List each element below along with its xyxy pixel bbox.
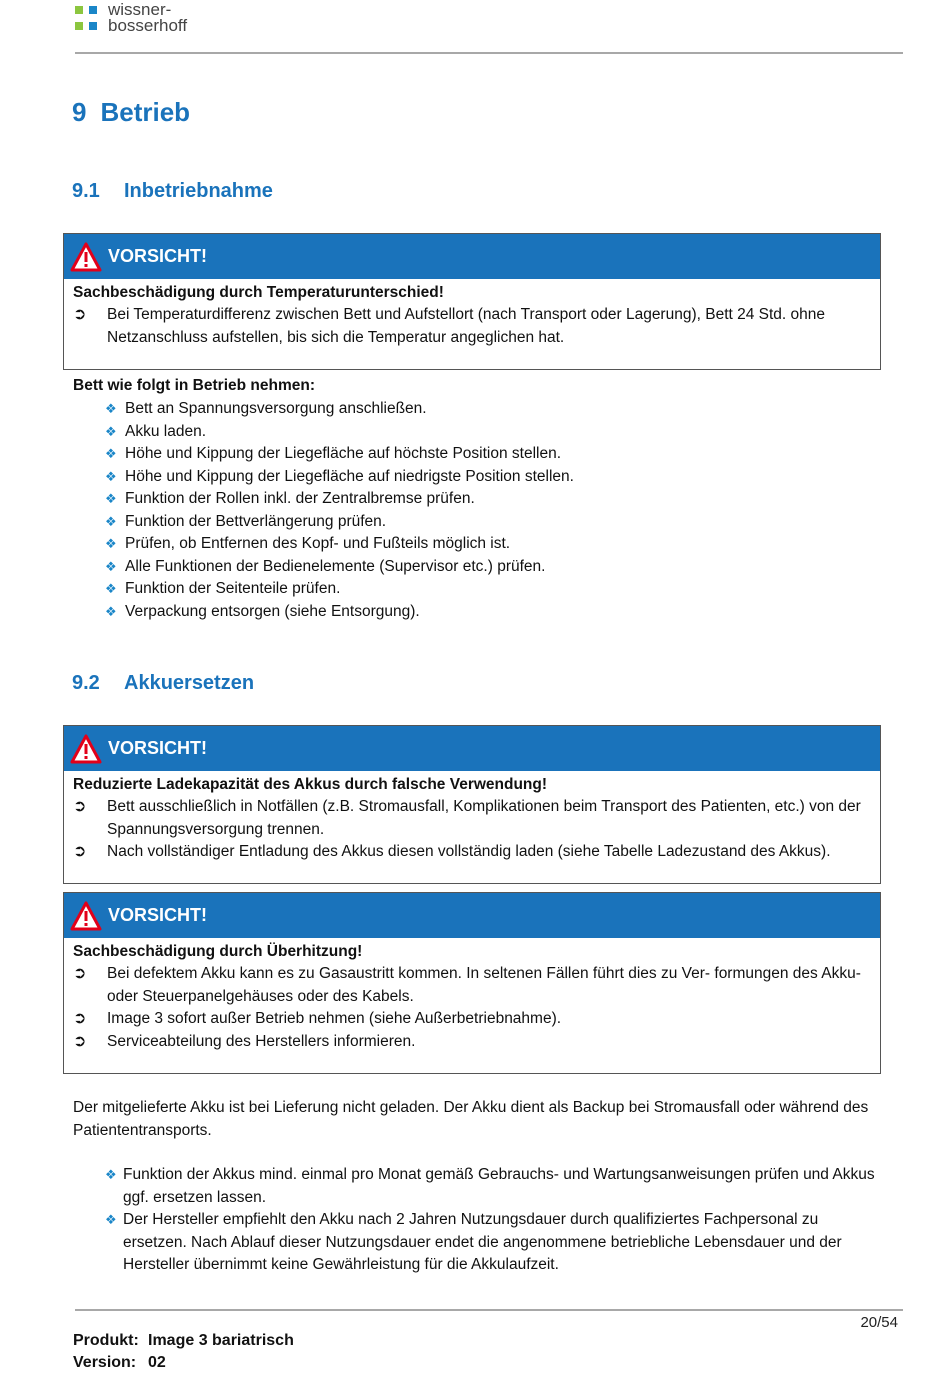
list-item-text: Höhe und Kippung der Liegefläche auf niedrigste Position stellen. (125, 467, 574, 485)
warning-box-overheating (63, 892, 881, 1074)
diamond-bullet-icon: ❖ (105, 603, 117, 619)
list-item (105, 511, 574, 534)
chapter-number: 9 (72, 97, 87, 127)
page-number: 20/54 (860, 1314, 898, 1331)
diamond-bullet-icon: ❖ (105, 513, 117, 529)
logo-blue-square-icon (89, 6, 97, 14)
warning-instruction-text: Nach vollständiger Entladung des Akkus diesen vollständig laden (siehe Tabelle Ladezustand des Akkus). (107, 843, 831, 860)
diamond-bullet-icon: ❖ (105, 581, 117, 596)
section-number: 9.2 (72, 672, 100, 694)
arrow-right-icon: ➲ (73, 1032, 87, 1050)
logo-blue-square-icon (89, 22, 97, 30)
arrow-right-icon: ➲ (73, 1010, 87, 1027)
list-item (105, 421, 574, 444)
warning-instruction-text: Image 3 sofort außer Betrieb nehmen (siehe Außerbetriebnahme). (107, 1010, 562, 1027)
logo-green-square-icon (75, 6, 83, 14)
warning-box-temperature (63, 233, 881, 370)
list-item-text: Funktion der Akkus mind. einmal pro Monat gemäß Gebrauchs- und Wartungsanweisungen prüfen und Akkus ggf. ersetzen lassen. (123, 1166, 875, 1206)
warning-subtitle: Sachbeschädigung durch Temperaturunterschied! (73, 284, 444, 301)
list-item (105, 1164, 875, 1209)
list-item (105, 556, 574, 579)
warning-instruction-text: Bei Temperaturdifferenz zwischen Bett und Aufstellort (nach Transport oder Lagerung), Bett 24 Std. ohne Netzanschluss aufstellen, bis sich die Temperatur angeglichen hat. (107, 306, 826, 346)
warning-triangle-icon (70, 734, 102, 764)
list-item (105, 443, 574, 466)
arrow-right-icon: ➲ (73, 798, 87, 815)
warning-label: VORSICHT! (108, 738, 207, 758)
header-divider (75, 52, 903, 54)
battery-bullets-list (105, 1164, 875, 1277)
diamond-bullet-icon: ❖ (105, 1212, 117, 1227)
section-title: Akkuersetzen (124, 672, 255, 694)
list-item-text: Bett an Spannungsversorgung anschließen. (125, 400, 427, 417)
list-item-text: Funktion der Rollen inkl. der Zentralbremse prüfen. (125, 490, 475, 507)
warning-header (64, 893, 880, 938)
arrow-right-icon: ➲ (73, 965, 87, 982)
list-item-text: Der Hersteller empfiehlt den Akku nach 2 Jahren Nutzungsdauer durch qualifiziertes Fachpersonal zu ersetzen. Nach Ablauf dieser Nutzungsdauer endet die angenommene betriebliche Lebensdauer und der Hersteller übernimmt keine Gewährleistung für die Akkulaufzeit. (123, 1211, 842, 1273)
diamond-bullet-icon: ❖ (105, 468, 117, 484)
warning-subtitle: Sachbeschädigung durch Überhitzung! (73, 943, 363, 960)
list-item (105, 466, 574, 489)
warning-box-charge-capacity (63, 725, 881, 884)
diamond-bullet-icon: ❖ (105, 1167, 117, 1182)
list-item-text: Akku laden. (125, 422, 206, 440)
section-number: 9.1 (72, 180, 100, 202)
list-item (105, 578, 574, 601)
warning-label: VORSICHT! (108, 246, 207, 266)
warning-subtitle: Reduzierte Ladekapazität des Akkus durch falsche Verwendung! (73, 776, 548, 793)
footer-product (73, 1332, 294, 1350)
warning-header (64, 726, 880, 771)
list-item (105, 398, 574, 421)
section-heading-inbetriebnahme (72, 180, 273, 203)
footer-product-label: Produkt: (73, 1332, 139, 1349)
warning-instruction (73, 1031, 871, 1054)
footer-divider (75, 1309, 903, 1311)
diamond-bullet-icon: ❖ (105, 558, 117, 574)
diamond-bullet-icon: ❖ (105, 423, 117, 439)
logo-green-square-icon (75, 22, 83, 30)
list-item-text: Alle Funktionen der Bedienelemente (Supervisor etc.) prüfen. (125, 557, 546, 575)
warning-instruction-text: Serviceabteilung des Herstellers informieren. (107, 1032, 416, 1050)
section-heading-akkuersetzen (72, 672, 254, 695)
diamond-bullet-icon: ❖ (105, 446, 117, 461)
warning-triangle-icon (70, 901, 102, 931)
logo-text-line1: wissner- (108, 0, 172, 19)
warning-instruction (73, 304, 871, 349)
list-item-text: Verpackung entsorgen (siehe Entsorgung). (125, 602, 420, 620)
arrow-right-icon: ➲ (73, 843, 87, 860)
section-title: Inbetriebnahme (124, 180, 273, 202)
warning-instruction (73, 963, 871, 1008)
list-item-text: Prüfen, ob Entfernen des Kopf- und Fußteils möglich ist. (125, 535, 511, 552)
list-item (105, 1209, 875, 1277)
warning-label: VORSICHT! (108, 905, 207, 925)
list-item (105, 601, 574, 624)
diamond-bullet-icon: ❖ (105, 491, 117, 506)
battery-info-paragraph: Der mitgelieferte Akku ist bei Lieferung nicht geladen. Der Akku dient als Backup bei Stromausfall oder während des Patiententransports. (73, 1099, 869, 1139)
footer-version (73, 1354, 166, 1372)
warning-triangle-icon (70, 242, 102, 272)
list-item (105, 488, 574, 511)
diamond-bullet-icon: ❖ (105, 401, 117, 416)
procedure-lead: Bett wie folgt in Betrieb nehmen: (73, 377, 315, 394)
footer-version-label: Version: (73, 1354, 137, 1371)
warning-instruction-text: Bett ausschließlich in Notfällen (z.B. Stromausfall, Komplikationen beim Transport des Patienten, etc.) von der Spannungsversorgung trennen. (107, 798, 861, 838)
diamond-bullet-icon: ❖ (105, 536, 117, 551)
procedure-steps-list (105, 398, 574, 623)
footer-version-value: 02 (148, 1354, 166, 1371)
footer-product-value: Image 3 bariatrisch (148, 1332, 294, 1349)
company-logo (75, 2, 187, 34)
chapter-title: Betrieb (100, 97, 191, 127)
chapter-heading (72, 97, 190, 128)
list-item-text: Höhe und Kippung der Liegefläche auf höchste Position stellen. (125, 445, 562, 462)
list-item-text: Funktion der Seitenteile prüfen. (125, 580, 341, 597)
warning-instruction (73, 1008, 871, 1031)
warning-instruction-text: Bei defektem Akku kann es zu Gasaustritt kommen. In seltenen Fällen führt dies zu Ver- formungen des Akku- oder Steuerpanelgehäuses oder des Kabels. (107, 965, 861, 1005)
logo-text-line2: bosserhoff (108, 16, 188, 35)
arrow-right-icon: ➲ (73, 306, 87, 323)
list-item (105, 533, 574, 556)
warning-instruction (73, 796, 871, 841)
warning-header (64, 234, 880, 279)
warning-instruction (73, 841, 871, 864)
list-item-text: Funktion der Bettverlängerung prüfen. (125, 512, 387, 530)
